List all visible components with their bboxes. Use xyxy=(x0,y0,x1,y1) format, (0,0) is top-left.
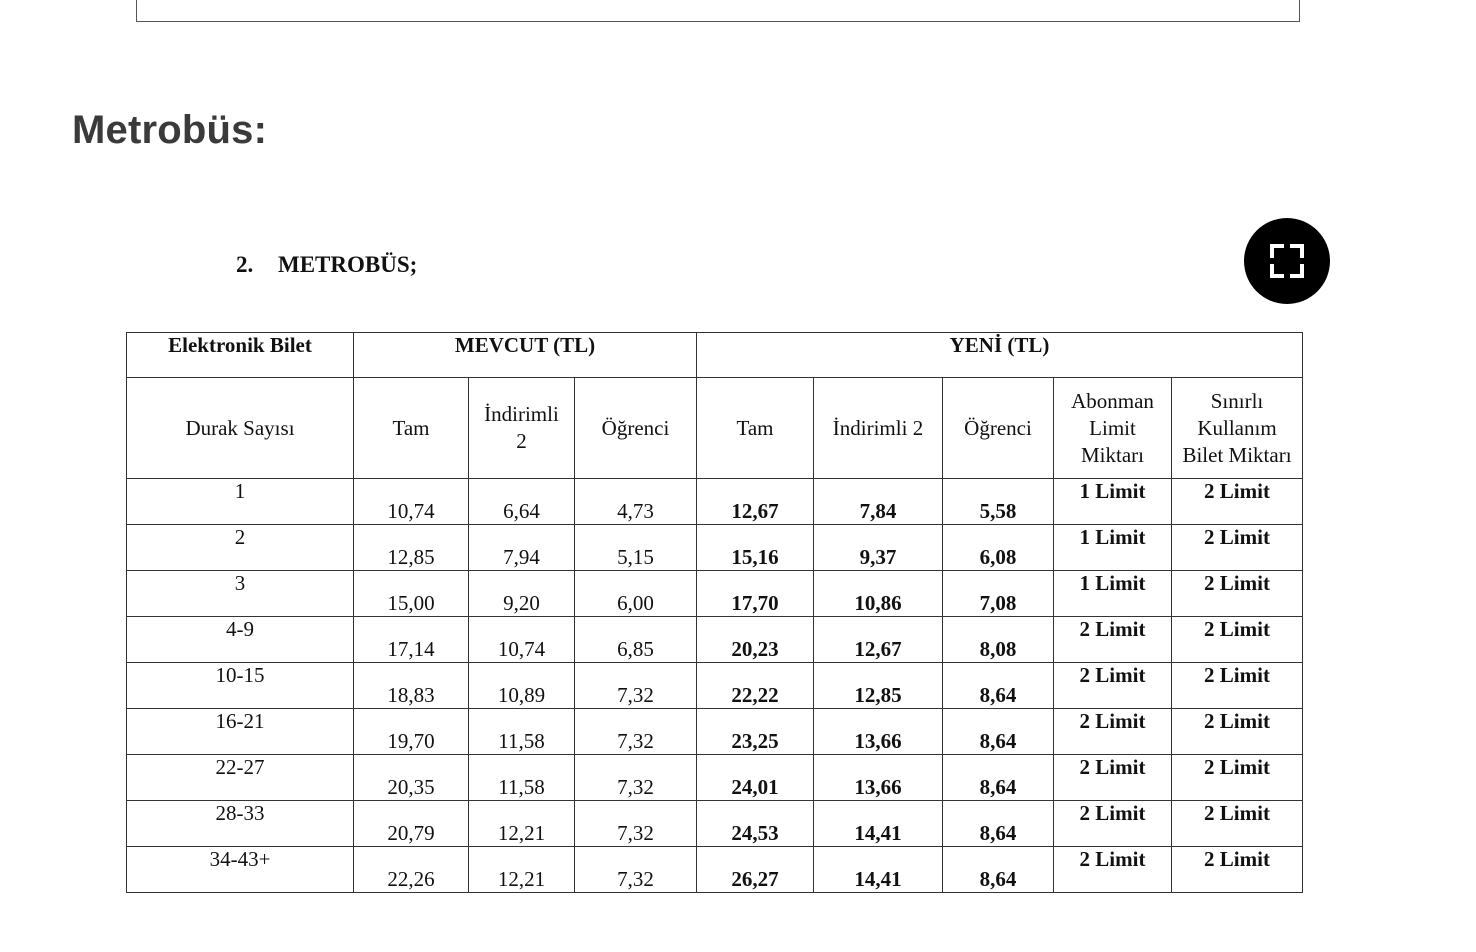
new-discount-cell: 10,86 xyxy=(814,571,943,617)
stop-count-cell: 28-33 xyxy=(127,801,354,847)
fullscreen-button[interactable] xyxy=(1244,218,1330,304)
stop-count-cell: 1 xyxy=(127,479,354,525)
table-group-header-row xyxy=(127,333,1303,378)
new-full-cell: 26,27 xyxy=(697,847,814,893)
limited-use-cell: 2 Limit xyxy=(1172,709,1303,755)
table-row xyxy=(127,847,1303,893)
current-discount-header-line2: 2 xyxy=(516,429,527,453)
subscription-limit-cell: 2 Limit xyxy=(1054,755,1172,801)
stop-count-cell: 10-15 xyxy=(127,663,354,709)
new-full-cell: 20,23 xyxy=(697,617,814,663)
stop-count-cell: 4-9 xyxy=(127,617,354,663)
limited-use-cell: 2 Limit xyxy=(1172,663,1303,709)
stop-count-cell: 34-43+ xyxy=(127,847,354,893)
new-full-header: Tam xyxy=(697,378,814,479)
new-student-cell: 8,64 xyxy=(943,755,1054,801)
current-student-cell: 6,85 xyxy=(575,617,697,663)
new-discount-cell: 13,66 xyxy=(814,709,943,755)
subscription-limit-cell: 2 Limit xyxy=(1054,801,1172,847)
current-full-cell: 18,83 xyxy=(354,663,469,709)
current-student-cell: 7,32 xyxy=(575,663,697,709)
current-student-cell: 4,73 xyxy=(575,479,697,525)
fare-table-image xyxy=(120,230,1310,910)
new-student-cell: 8,64 xyxy=(943,709,1054,755)
table-row xyxy=(127,755,1303,801)
current-student-cell: 7,32 xyxy=(575,847,697,893)
previous-image-frame xyxy=(136,0,1300,22)
current-student-cell: 7,32 xyxy=(575,709,697,755)
new-full-cell: 17,70 xyxy=(697,571,814,617)
table-row xyxy=(127,663,1303,709)
electronic-ticket-header: Elektronik Bilet xyxy=(127,333,354,378)
stop-count-cell: 22-27 xyxy=(127,755,354,801)
current-full-cell: 20,79 xyxy=(354,801,469,847)
limited-use-header-line1: Sınırlı xyxy=(1210,388,1264,413)
subscription-limit-cell: 1 Limit xyxy=(1054,479,1172,525)
limited-use-header-line3: Bilet Miktarı xyxy=(1182,442,1292,467)
current-full-cell: 20,35 xyxy=(354,755,469,801)
subscription-limit-cell: 1 Limit xyxy=(1054,571,1172,617)
subscription-limit-cell: 2 Limit xyxy=(1054,709,1172,755)
new-full-cell: 24,53 xyxy=(697,801,814,847)
current-full-cell: 22,26 xyxy=(354,847,469,893)
expand-icon xyxy=(1270,244,1304,278)
table-row xyxy=(127,617,1303,663)
new-prices-header: YENİ (TL) xyxy=(697,333,1303,378)
new-student-header: Öğrenci xyxy=(943,378,1054,479)
limited-use-header-line2: Kullanım xyxy=(1197,415,1277,440)
new-full-cell: 24,01 xyxy=(697,755,814,801)
current-student-cell: 7,32 xyxy=(575,755,697,801)
new-full-cell: 23,25 xyxy=(697,709,814,755)
current-student-cell: 7,32 xyxy=(575,801,697,847)
current-discount-cell: 9,20 xyxy=(469,571,575,617)
current-discount-cell: 6,64 xyxy=(469,479,575,525)
current-discount-cell: 10,89 xyxy=(469,663,575,709)
stop-count-cell: 2 xyxy=(127,525,354,571)
subscription-limit-cell: 2 Limit xyxy=(1054,847,1172,893)
new-discount-cell: 7,84 xyxy=(814,479,943,525)
current-discount-header-line1: İndirimli xyxy=(484,402,559,426)
table-row xyxy=(127,709,1303,755)
limited-use-cell: 2 Limit xyxy=(1172,847,1303,893)
subscription-limit-cell: 2 Limit xyxy=(1054,663,1172,709)
limited-use-cell: 2 Limit xyxy=(1172,571,1303,617)
current-full-cell: 10,74 xyxy=(354,479,469,525)
subscription-limit-header-line2: Limit xyxy=(1089,415,1136,440)
current-discount-cell: 10,74 xyxy=(469,617,575,663)
table-sub-header-row xyxy=(127,378,1303,479)
new-discount-cell: 14,41 xyxy=(814,847,943,893)
new-student-cell: 8,64 xyxy=(943,801,1054,847)
new-full-cell: 12,67 xyxy=(697,479,814,525)
limited-use-cell: 2 Limit xyxy=(1172,525,1303,571)
new-discount-cell: 12,67 xyxy=(814,617,943,663)
limited-use-header xyxy=(1172,378,1303,479)
new-discount-header: İndirimli 2 xyxy=(814,378,943,479)
new-student-cell: 6,08 xyxy=(943,525,1054,571)
section-heading: Metrobüs: xyxy=(72,108,268,152)
current-full-cell: 15,00 xyxy=(354,571,469,617)
current-student-cell: 6,00 xyxy=(575,571,697,617)
new-student-cell: 8,08 xyxy=(943,617,1054,663)
current-prices-header: MEVCUT (TL) xyxy=(354,333,697,378)
new-student-cell: 8,64 xyxy=(943,663,1054,709)
current-discount-cell: 12,21 xyxy=(469,847,575,893)
stop-count-header: Durak Sayısı xyxy=(127,378,354,479)
new-full-cell: 22,22 xyxy=(697,663,814,709)
new-discount-cell: 14,41 xyxy=(814,801,943,847)
limited-use-cell: 2 Limit xyxy=(1172,801,1303,847)
subscription-limit-header-line3: Miktarı xyxy=(1081,442,1144,467)
new-student-cell: 7,08 xyxy=(943,571,1054,617)
table-row xyxy=(127,525,1303,571)
table-row xyxy=(127,479,1303,525)
subscription-limit-header-line1: Abonman xyxy=(1071,388,1154,413)
new-discount-cell: 12,85 xyxy=(814,663,943,709)
new-full-cell: 15,16 xyxy=(697,525,814,571)
subscription-limit-cell: 2 Limit xyxy=(1054,617,1172,663)
current-discount-cell: 7,94 xyxy=(469,525,575,571)
current-student-cell: 5,15 xyxy=(575,525,697,571)
new-student-cell: 8,64 xyxy=(943,847,1054,893)
fare-table xyxy=(126,332,1303,893)
table-row xyxy=(127,801,1303,847)
document-heading-text: METROBÜS; xyxy=(278,252,418,277)
subscription-limit-cell: 1 Limit xyxy=(1054,525,1172,571)
new-discount-cell: 9,37 xyxy=(814,525,943,571)
stop-count-cell: 3 xyxy=(127,571,354,617)
current-full-header: Tam xyxy=(354,378,469,479)
limited-use-cell: 2 Limit xyxy=(1172,755,1303,801)
current-discount-cell: 11,58 xyxy=(469,709,575,755)
document-heading xyxy=(236,252,417,278)
new-discount-cell: 13,66 xyxy=(814,755,943,801)
current-full-cell: 17,14 xyxy=(354,617,469,663)
document-heading-number: 2. xyxy=(236,252,254,277)
current-full-cell: 12,85 xyxy=(354,525,469,571)
limited-use-cell: 2 Limit xyxy=(1172,479,1303,525)
new-student-cell: 5,58 xyxy=(943,479,1054,525)
limited-use-cell: 2 Limit xyxy=(1172,617,1303,663)
current-discount-header xyxy=(469,378,575,479)
current-discount-cell: 12,21 xyxy=(469,801,575,847)
stop-count-cell: 16-21 xyxy=(127,709,354,755)
table-row xyxy=(127,571,1303,617)
current-discount-cell: 11,58 xyxy=(469,755,575,801)
current-full-cell: 19,70 xyxy=(354,709,469,755)
subscription-limit-header xyxy=(1054,378,1172,479)
current-student-header: Öğrenci xyxy=(575,378,697,479)
